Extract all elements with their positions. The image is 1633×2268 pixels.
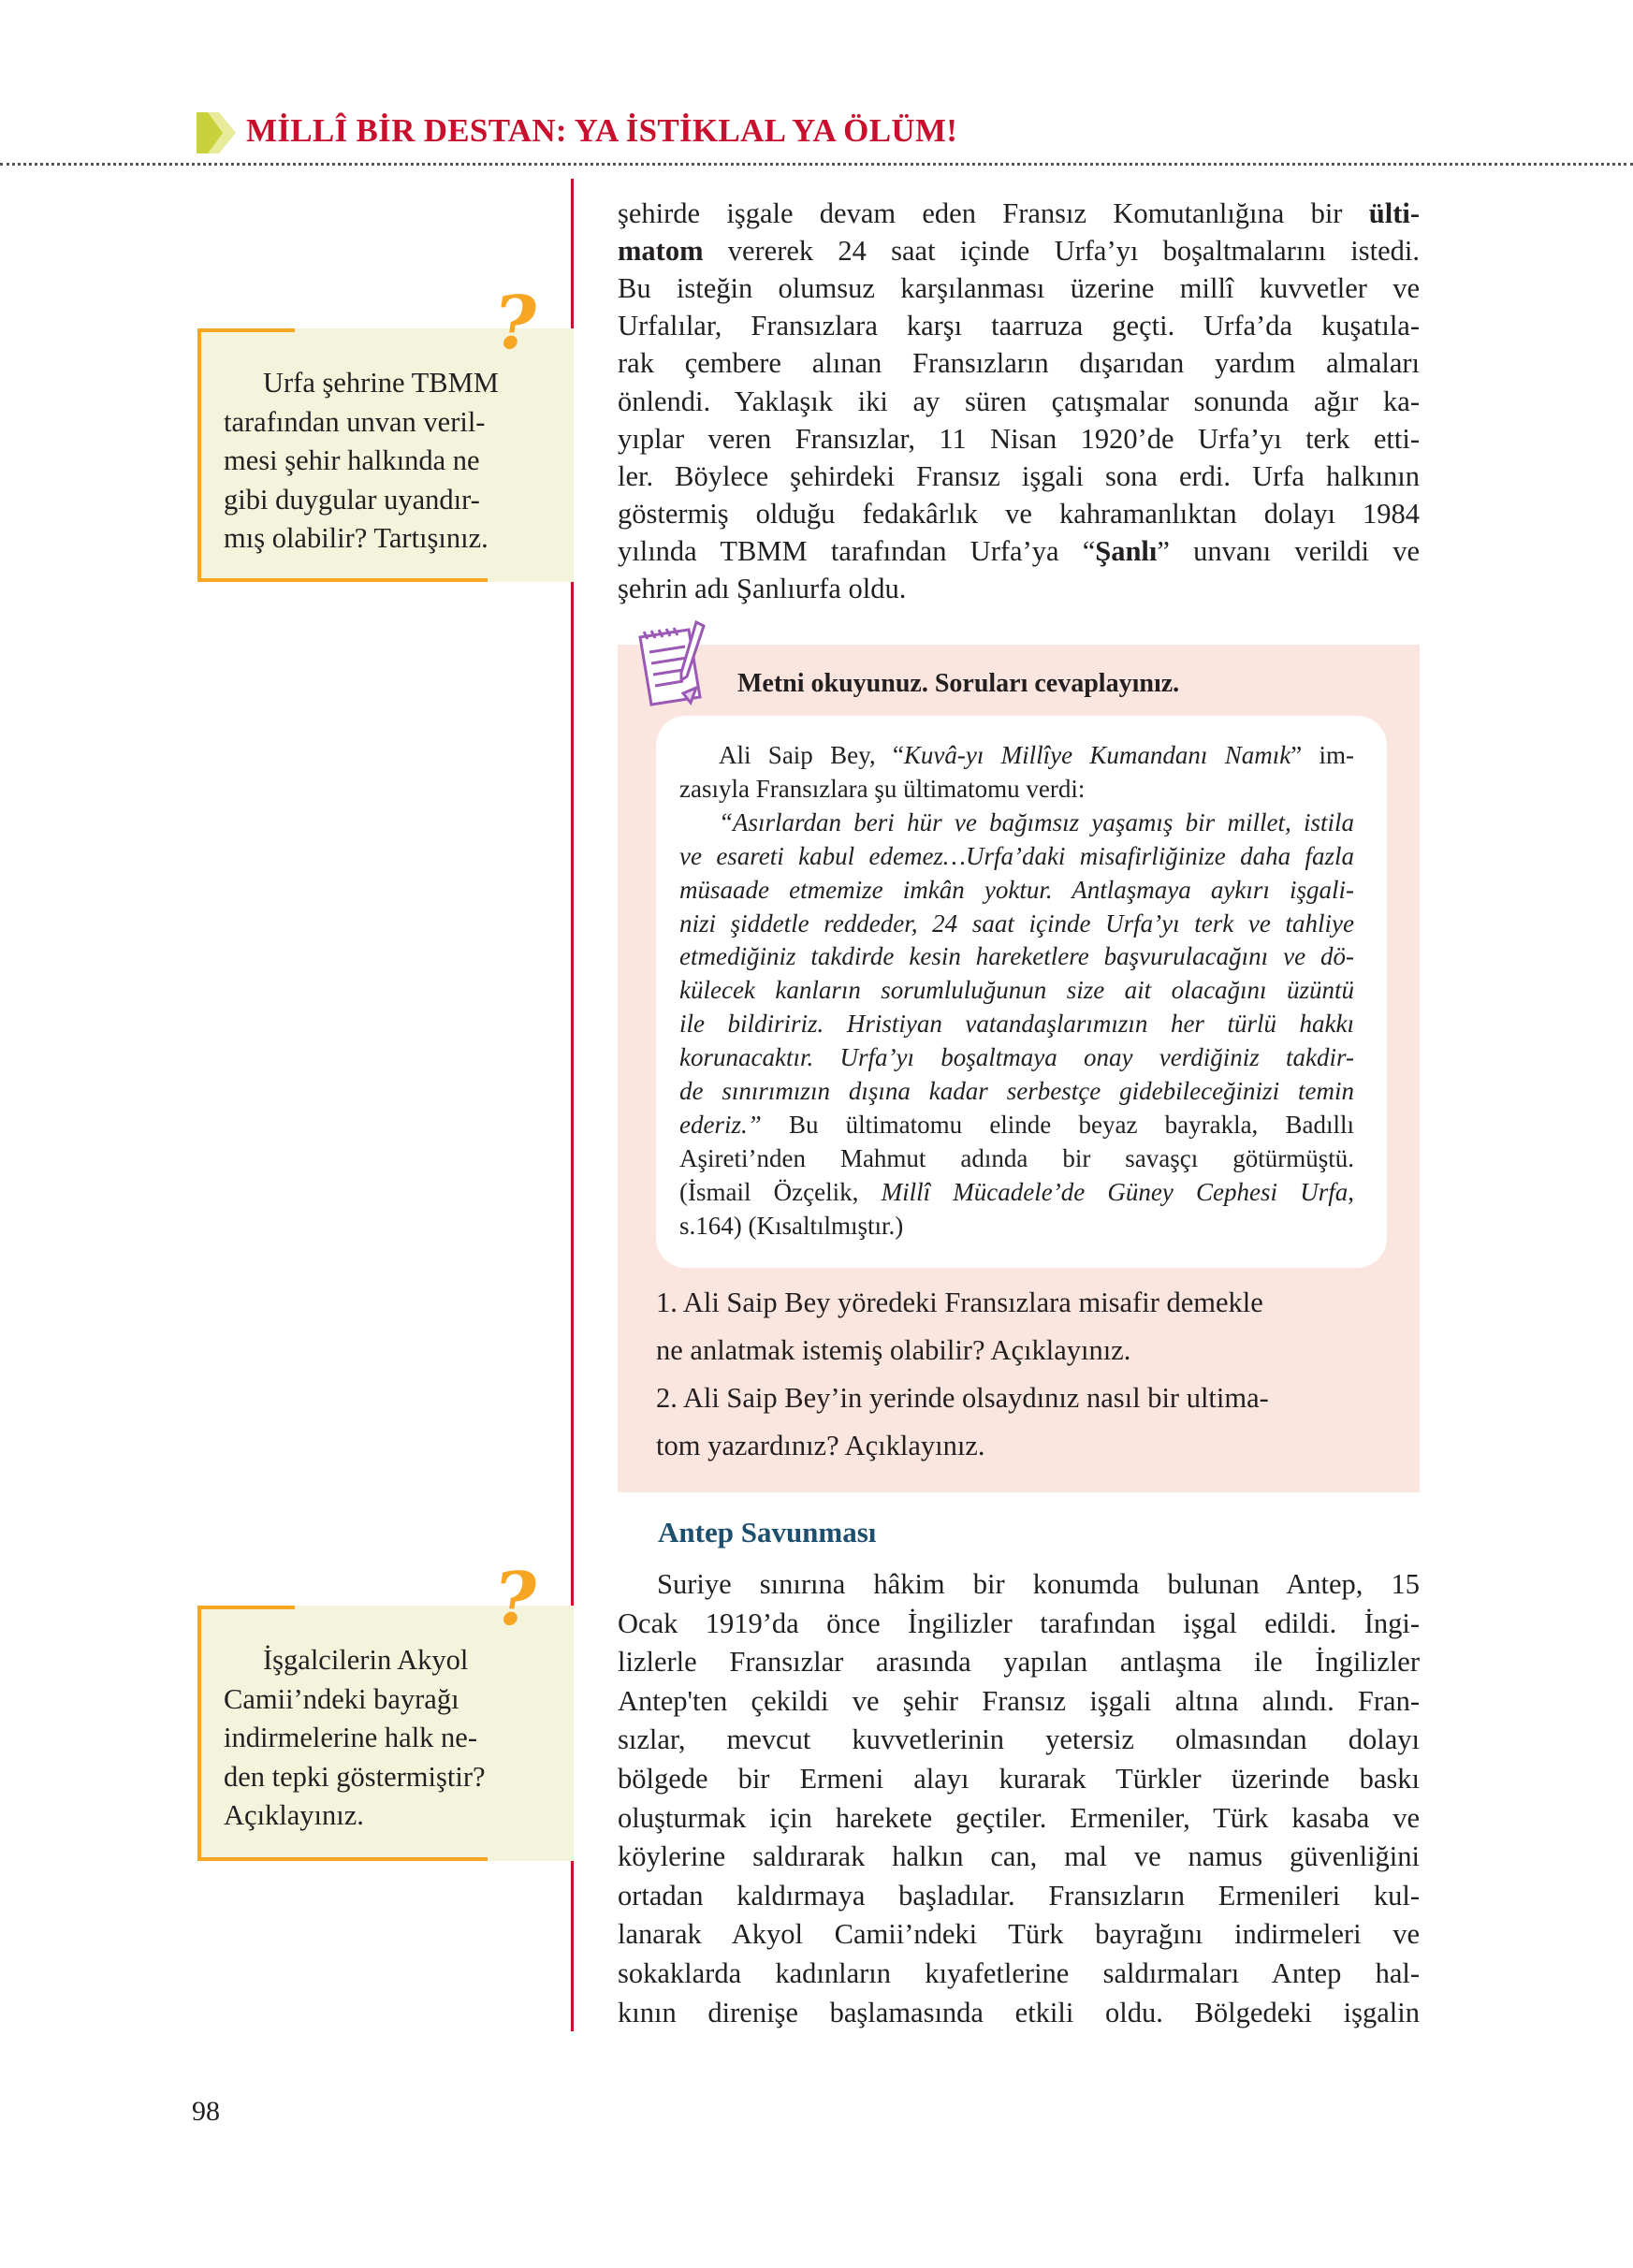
text-line — [618, 458, 1420, 495]
text-line — [618, 570, 906, 607]
text-run: Şanlı — [1095, 534, 1158, 567]
text-line — [679, 1106, 1354, 1143]
text-run: de sınırımızın dışına kadar serbestçe gidebileceğinizi temin — [679, 1077, 1354, 1105]
text-run: köylerine saldırarak halkın can, mal ve namus güvenliğini — [618, 1840, 1420, 1873]
question-mark-icon: ? — [488, 1557, 544, 1642]
text-run: matom — [618, 235, 704, 268]
text-run: oluşturmak için harekete geçtiler. Ermeniler, Türk kasaba ve — [618, 1801, 1420, 1834]
text-run: külecek kanların sorumluluğunun size ait olacağını üzüntü — [679, 976, 1354, 1005]
text-run: 2. Ali Saip Bey’in yerinde olsaydınız nasıl bir ultima- — [656, 1382, 1269, 1414]
text-run: ler. Böylece şehirdeki Fransız işgali sona erdi. Urfa halkının — [618, 459, 1420, 492]
text-run: Ali Saip Bey, “ — [719, 741, 904, 769]
text-line — [679, 1207, 903, 1244]
question-mark-icon: ? — [488, 281, 544, 366]
side-question-line: mesi şehir halkında ne — [224, 444, 480, 476]
text-line — [679, 1072, 1354, 1110]
text-run: Kuvâ-yı Millîye Kumandanı Namık — [903, 741, 1291, 769]
text-run: Ocak 1919’da önce İngilizler tarafından işgal edildi. İngi- — [618, 1606, 1420, 1639]
text-run: sokaklarda kadınların kıyafetlerine saldırmaları Antep hal- — [618, 1957, 1420, 1989]
text-run: Suriye sınırına hâkim bir konumda bulunan Antep, 15 — [657, 1568, 1420, 1600]
text-line — [618, 232, 1420, 269]
side-question-box-2 — [197, 1606, 574, 1861]
text-run: göstermiş olduğu fedakârlık ve kahramanlıktan dolayı 1984 — [618, 497, 1420, 530]
text-run: sızlar, mevcut kuvvetlerinin yetersiz olmasından dolayı — [618, 1723, 1420, 1756]
text-line — [618, 420, 1420, 458]
side-question-line: İşgalcilerin Akyol — [263, 1644, 469, 1676]
text-line — [618, 1955, 1420, 1992]
side-question-line: Camii’ndeki bayrağı — [224, 1682, 459, 1715]
text-run: önlendi. Yaklaşık iki ay süren çatışmalar sonunda ağır ka- — [618, 385, 1420, 417]
text-run: ve esareti kabul edemez…Urfa’daki misafirliğinize daha fazla — [679, 841, 1354, 870]
side-question-box-1 — [197, 328, 574, 582]
text-run: yıplar veren Fransızlar, 11 Nisan 1920’de Urfa’yı terk etti- — [618, 422, 1420, 455]
text-line — [618, 1605, 1420, 1642]
text-line — [618, 383, 1420, 420]
text-run: vererek 24 saat içinde Urfa’yı boşaltmalarını istedi. — [703, 235, 1420, 268]
text-run: korunacaktır. Urfa’yı boşaltmaya onay verdiğiniz takdir- — [679, 1043, 1354, 1072]
header-divider — [0, 163, 1633, 166]
text-run: ” unvanı verildi ve — [1157, 534, 1420, 567]
side-question-line: Urfa şehrine TBMM — [263, 367, 499, 399]
text-line — [618, 344, 1420, 382]
text-line — [719, 804, 1354, 841]
activity-heading: Metni okuyunuz. Soruları cevaplayınız. — [737, 669, 1180, 698]
text-line — [679, 905, 1354, 942]
text-run: Urfalılar, Fransızlara karşı taarruza geçti. Urfa’da kuşatıla- — [618, 310, 1420, 342]
text-line — [618, 1877, 1420, 1914]
text-run: ederiz.” — [679, 1110, 762, 1139]
text-line — [618, 195, 1420, 232]
text-run: s.164) (Kısaltılmıştır.) — [679, 1211, 904, 1240]
text-line — [679, 871, 1354, 909]
text-line — [618, 307, 1420, 344]
notepad-pencil-icon — [634, 618, 715, 717]
text-run: şehrin adı Şanlıurfa oldu. — [618, 573, 907, 604]
text-line — [618, 269, 1420, 307]
text-run: ülti- — [1368, 197, 1420, 229]
text-run: , — [1348, 1177, 1354, 1206]
text-run: 1. Ali Saip Bey yöredeki Fransızlara misafir demekle — [656, 1287, 1263, 1318]
text-line — [679, 938, 1354, 975]
text-run: nizi şiddetle reddeder, 24 saat içinde Urfa’yı terk ve tahliye — [679, 909, 1354, 938]
text-line — [618, 532, 1420, 570]
text-line — [618, 495, 1420, 532]
text-line — [679, 1005, 1354, 1042]
text-line — [618, 1994, 1420, 2031]
text-run: ile bildiririz. Hristiyan vatandaşlarımızın her türlü hakkı — [679, 1010, 1354, 1039]
text-line — [656, 1331, 1130, 1369]
side-question-line: gibi duygular uyandır- — [224, 483, 480, 516]
text-line — [618, 1682, 1420, 1720]
text-line — [656, 1427, 984, 1464]
text-line — [657, 1565, 1420, 1603]
text-line — [679, 837, 1354, 875]
text-line — [618, 1838, 1420, 1875]
text-run: (İsmail Özçelik, — [679, 1177, 882, 1206]
text-run: Antep'ten çekildi ve şehir Fransız işgali altına alındı. Fran- — [618, 1684, 1420, 1717]
text-line — [618, 1799, 1420, 1837]
text-run: yılında TBMM tarafından Urfa’ya “ — [618, 534, 1096, 567]
page-number: 98 — [192, 2096, 220, 2127]
text-line — [656, 1284, 1263, 1321]
text-run: ne anlatmak istemiş olabilir? Açıklayınız. — [656, 1334, 1131, 1366]
text-run: Bu ültimatomu elinde beyaz bayrakla, Badıllı — [761, 1110, 1354, 1139]
chapter-arrow-icon — [197, 112, 238, 158]
text-line — [618, 1915, 1420, 1953]
text-run: zasıyla Fransızlara şu ültimatomu verdi: — [679, 774, 1086, 803]
side-question-line: den tepki göstermiştir? — [224, 1760, 486, 1793]
chapter-title: MİLLÎ BİR DESTAN: YA İSTİKLAL YA ÖLÜM! — [246, 112, 958, 149]
section-heading: Antep Savunması — [658, 1516, 877, 1548]
text-run: lanarak Akyol Camii’ndeki Türk bayrağını indirmeleri ve — [618, 1918, 1420, 1951]
text-run: “Asırlardan beri hür ve bağımsız yaşamış bir millet, istila — [719, 807, 1354, 836]
side-question-line: indirmelerine halk ne- — [224, 1722, 478, 1753]
text-run: Bu isteğin olumsuz karşılanması üzerine millî kuvvetler ve — [618, 272, 1420, 305]
side-question-line: tarafından unvan veril- — [224, 405, 486, 438]
text-line — [618, 1721, 1420, 1758]
text-run: tom yazardınız? Açıklayınız. — [656, 1430, 985, 1461]
text-run: Millî Mücadele’de Güney Cephesi Urfa — [881, 1177, 1349, 1206]
text-line — [679, 1039, 1354, 1076]
text-run: bölgede bir Ermeni alayı kurarak Türkler üzerinde baskı — [618, 1763, 1420, 1795]
text-run: Aşireti’nden Mahmut adında bir savaşçı götürmüştü. — [679, 1143, 1354, 1172]
text-line — [679, 971, 1354, 1009]
text-run: müsaade etmemize imkân yoktur. Antlaşmaya aykırı işgali- — [679, 875, 1354, 904]
text-line — [679, 1140, 1354, 1177]
text-line — [656, 1379, 1269, 1417]
text-line — [679, 770, 1085, 807]
text-line — [618, 1760, 1420, 1797]
text-run: kının direnişe başlamasında etkili oldu. Bölgedeki işgalin — [618, 1996, 1420, 2028]
text-line — [618, 1643, 1420, 1680]
text-line — [679, 1173, 1354, 1211]
side-question-line: mış olabilir? Tartışınız. — [224, 522, 488, 554]
text-run: ” im- — [1290, 741, 1354, 769]
text-run: şehirde işgale devam eden Fransız Komutanlığına bir — [618, 197, 1369, 229]
side-question-line: Açıklayınız. — [224, 1799, 364, 1831]
text-line — [719, 736, 1354, 774]
text-run: etmediğiniz takdirde kesin hareketlere başvurulacağını ve dö- — [679, 942, 1354, 971]
text-run: lizlerle Fransızlar arasında yapılan antlaşma ile İngilizler — [618, 1646, 1420, 1679]
text-run: rak çembere alınan Fransızların dışarıdan yardım almaları — [618, 347, 1420, 380]
text-run: ortadan kaldırmaya başladılar. Fransızların Ermenileri kul- — [618, 1879, 1420, 1912]
